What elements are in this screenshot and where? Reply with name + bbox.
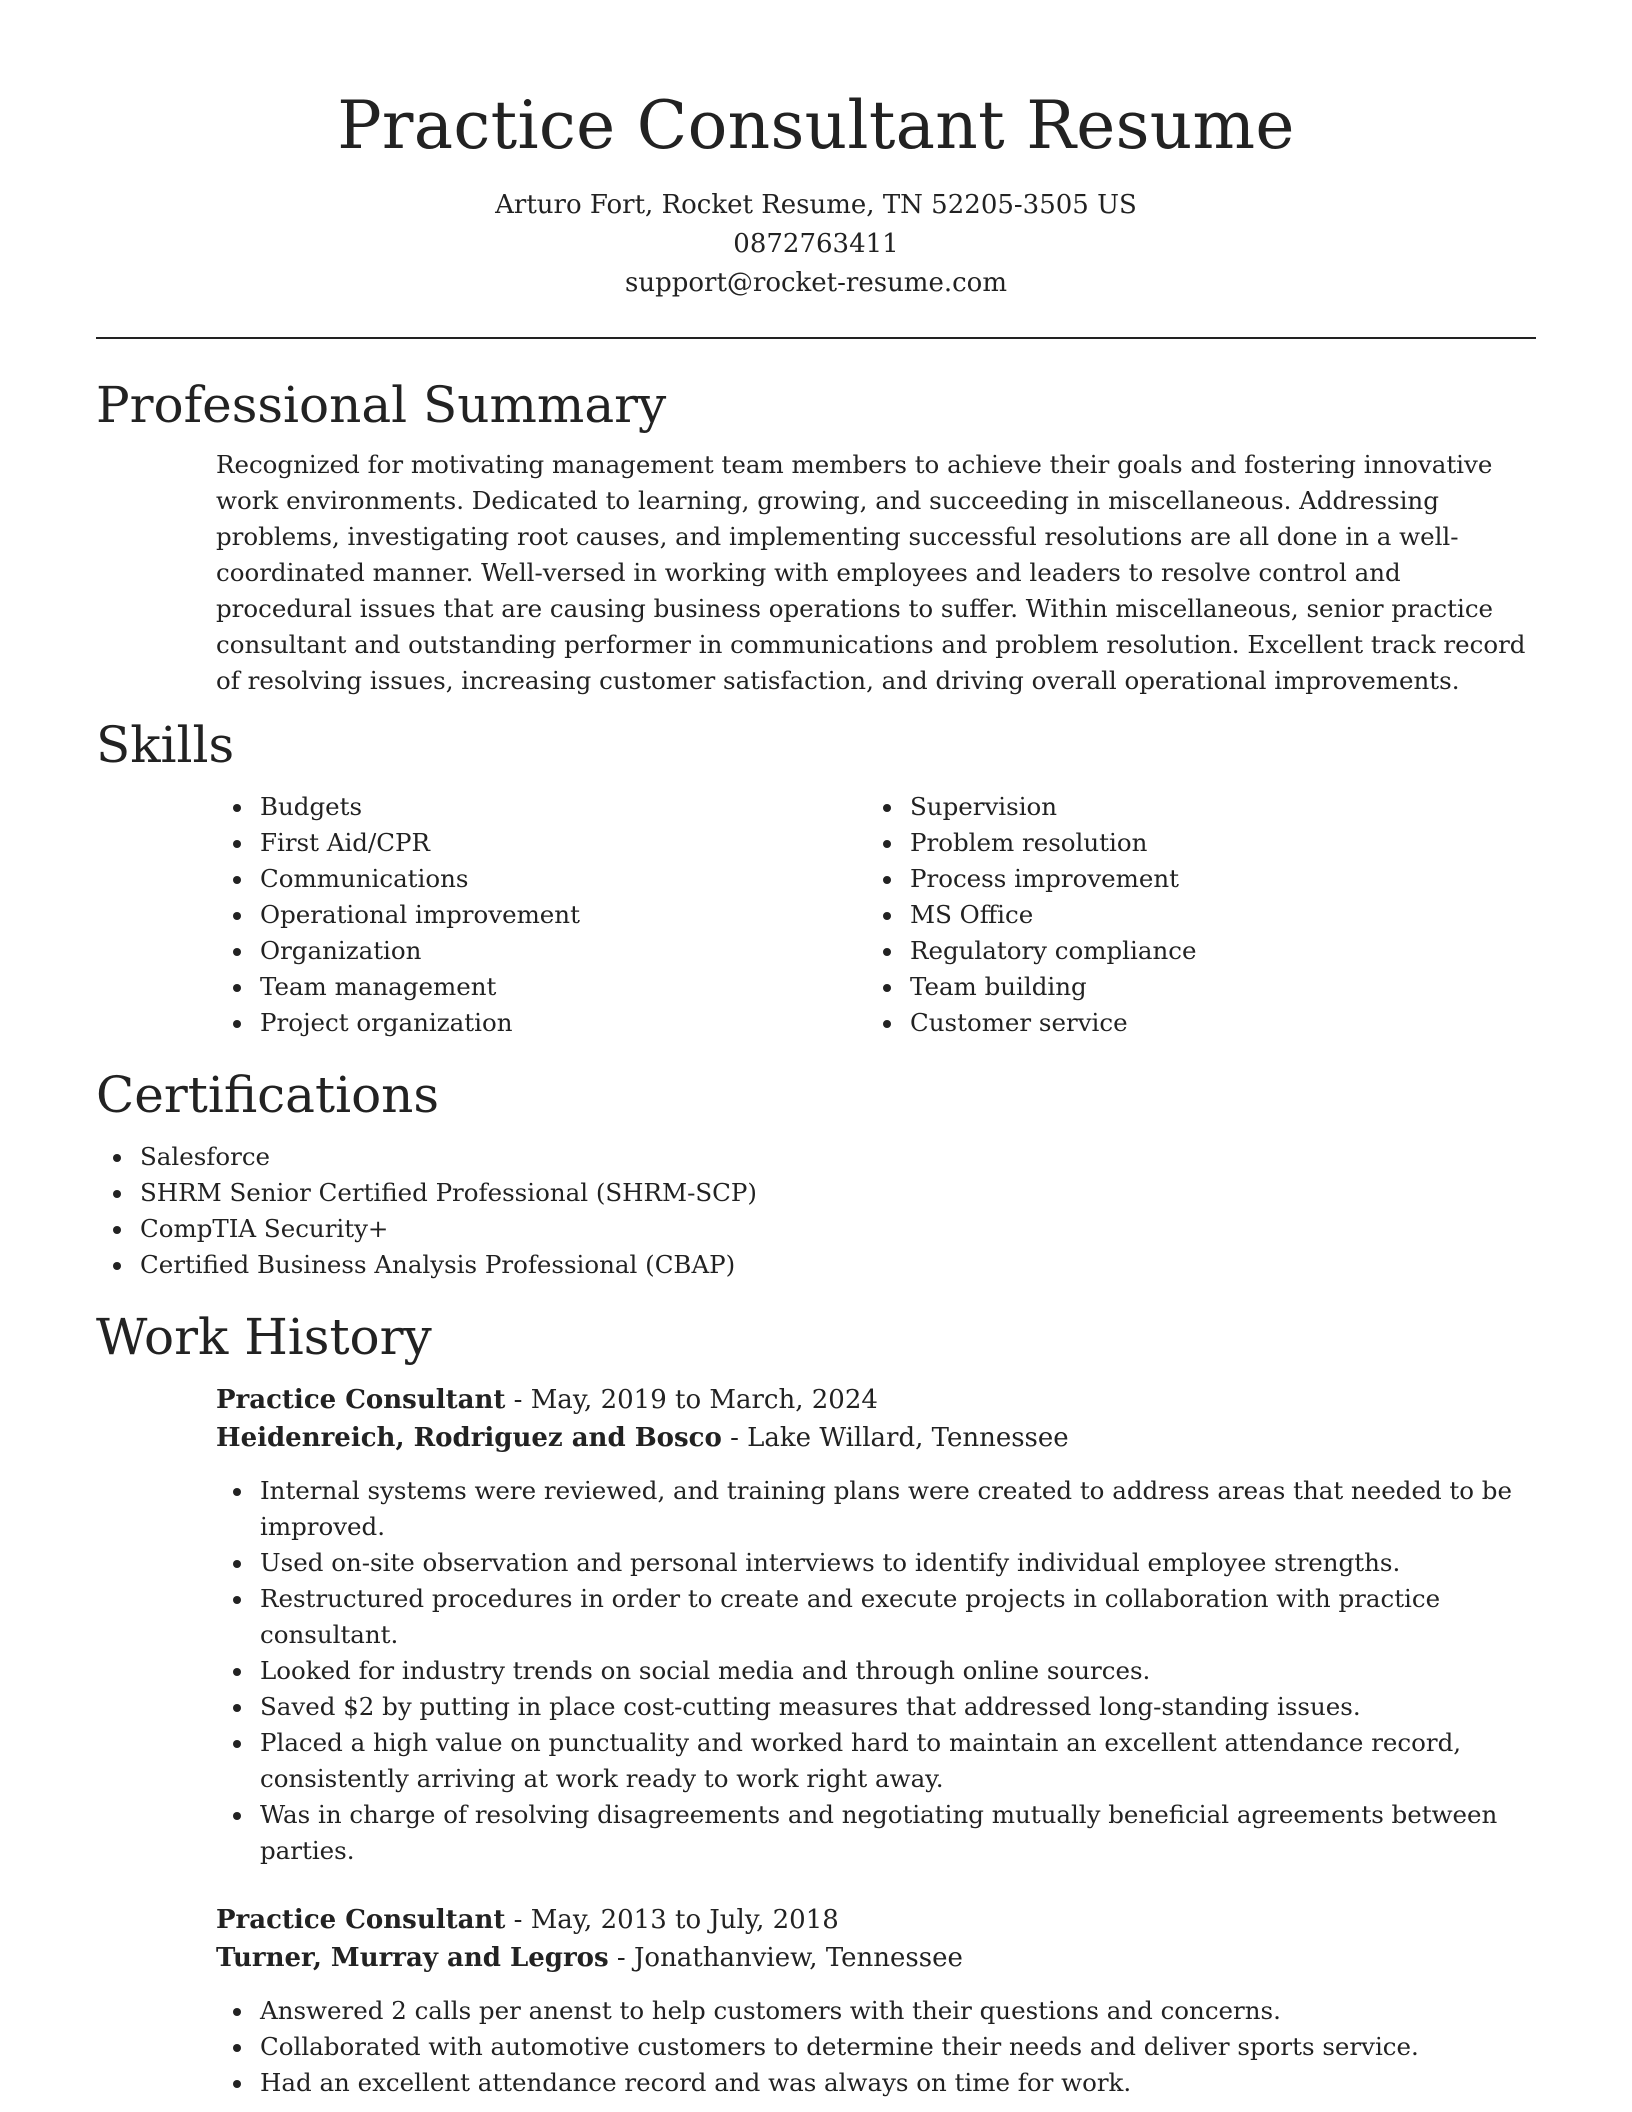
list-item: Supervision <box>910 789 1516 825</box>
job-location: - Lake Willard, Tennessee <box>721 1423 1069 1453</box>
contact-address: Arturo Fort, Rocket Resume, TN 52205-3505 US <box>495 190 1137 220</box>
list-item: Restructured procedures in order to create and execute projects in collaboration with practice consultant. <box>260 1581 1536 1653</box>
job-title: Practice Consultant <box>216 1385 506 1415</box>
skills-heading: Skills <box>96 716 235 774</box>
job-company-line <box>216 1939 1536 1977</box>
job-company-line <box>216 1419 1536 1457</box>
page-title: Practice Consultant Resume <box>337 87 1295 164</box>
summary-text: Recognized for motivating management team members to achieve their goals and fostering innovative work environments. Dedicated to learning, growing, and succeeding in miscellaneous. Addressing problems, investigating root causes, and implementing successful resolutions are all done in a well-coordinated manner. Well-versed in working with employees and leaders to resolve control and procedural issues that are causing business operations to suffer. Within miscellaneous, senior practice consultant and outstanding performer in communications and problem resolution. Excellent track record of resolving issues, increasing customer satisfaction, and driving overall operational improvements. <box>216 450 1526 695</box>
list-item: Team management <box>260 969 866 1005</box>
list-item: Operational improvement <box>260 897 866 933</box>
certifications-section <box>96 1063 1536 1283</box>
list-item: MS Office <box>910 897 1516 933</box>
list-item: Saved $2 by putting in place cost-cutting measures that addressed long-standing issues. <box>260 1689 1536 1725</box>
work-history-section <box>96 1305 1536 2101</box>
job-duties-list <box>216 1473 1536 1869</box>
list-item: CompTIA Security+ <box>140 1211 1536 1247</box>
list-item: Collaborated with automotive customers to determine their needs and deliver sports service. <box>260 2029 1536 2065</box>
work-history-heading: Work History <box>96 1308 432 1366</box>
contact-email: support@rocket-resume.com <box>624 268 1007 298</box>
skills-column-left <box>216 789 866 1041</box>
list-item: Placed a high value on punctuality and worked hard to maintain an excellent attendance record, consistently arriving at work ready to work right away. <box>260 1725 1536 1797</box>
job-entry <box>216 1381 1536 1869</box>
list-item: Answered 2 calls per anenst to help customers with their questions and concerns. <box>260 1993 1536 2029</box>
skills-list-left <box>216 789 866 1041</box>
list-item: Communications <box>260 861 866 897</box>
list-item: Had an excellent attendance record and was always on time for work. <box>260 2065 1536 2101</box>
list-item: Looked for industry trends on social media and through online sources. <box>260 1653 1536 1689</box>
contact-block <box>96 186 1536 303</box>
skills-list-right <box>866 789 1516 1041</box>
list-item: Regulatory compliance <box>910 933 1516 969</box>
header-divider <box>96 337 1536 339</box>
job-title-line <box>216 1901 1536 1939</box>
contact-phone: 0872763411 <box>733 229 899 259</box>
list-item: Organization <box>260 933 866 969</box>
job-dates: - May, 2013 to July, 2018 <box>505 1905 839 1935</box>
list-item: Customer service <box>910 1005 1516 1041</box>
list-item: Internal systems were reviewed, and training plans were created to address areas that needed to be improved. <box>260 1473 1536 1545</box>
job-location: - Jonathanview, Tennessee <box>608 1943 963 1973</box>
list-item: Team building <box>910 969 1516 1005</box>
list-item: Project organization <box>260 1005 866 1041</box>
resume-header <box>96 0 1536 303</box>
job-title-line <box>216 1381 1536 1419</box>
job-company: Heidenreich, Rodriguez and Bosco <box>216 1423 722 1453</box>
certifications-heading: Certifications <box>96 1066 440 1124</box>
job-title: Practice Consultant <box>216 1905 506 1935</box>
list-item: Salesforce <box>140 1139 1536 1175</box>
summary-heading: Professional Summary <box>96 376 667 434</box>
list-item: Problem resolution <box>910 825 1516 861</box>
list-item: Budgets <box>260 789 866 825</box>
job-duties-list <box>216 1993 1536 2101</box>
skills-section <box>96 713 1536 1041</box>
job-dates: - May, 2019 to March, 2024 <box>505 1385 878 1415</box>
list-item: SHRM Senior Certified Professional (SHRM-SCP) <box>140 1175 1536 1211</box>
list-item: Certified Business Analysis Professional (CBAP) <box>140 1247 1536 1283</box>
job-company: Turner, Murray and Legros <box>216 1943 609 1973</box>
skills-columns <box>216 789 1536 1041</box>
list-item: Process improvement <box>910 861 1516 897</box>
skills-column-right <box>866 789 1516 1041</box>
summary-section <box>96 373 1536 699</box>
list-item: First Aid/CPR <box>260 825 866 861</box>
list-item: Was in charge of resolving disagreements and negotiating mutually beneficial agreements between parties. <box>260 1797 1536 1869</box>
list-item: Used on-site observation and personal interviews to identify individual employee strengths. <box>260 1545 1536 1581</box>
job-entry <box>216 1901 1536 2101</box>
certifications-list <box>96 1139 1536 1283</box>
